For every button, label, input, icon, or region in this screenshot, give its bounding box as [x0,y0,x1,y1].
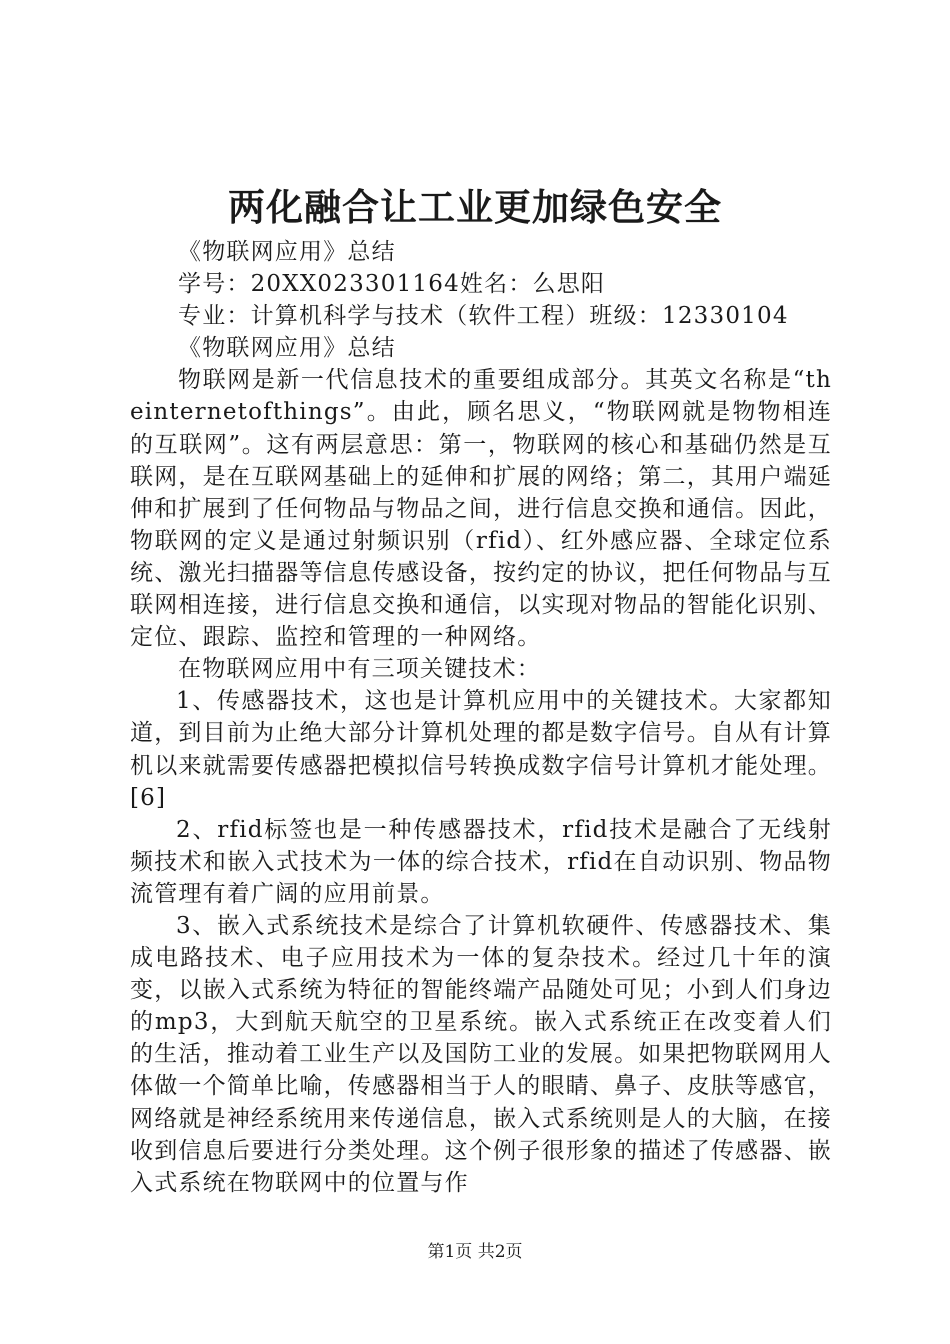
major-class-line: 专业：计算机科学与技术（软件工程）班级：12330104 [178,303,789,330]
paragraph-intro: 物联网是新一代信息技术的重要组成部分。其英文名称是“theinternetofthings”。由此，顾名思义，“物联网就是物物相连的互联网”。这有两层意思：第一，物联网的核心和基础仍然是互联网，是在互联网基础上的延伸和扩展的网络；第二，其用户端延伸和扩展到了任何物品与物品之间，进行信息交换和通信。因此，物联网的定义是通过射频识别（rfid）、红外感应器、全球定位系统、激光扫描器等信息传感设备，按约定的协议，把任何物品与互联网相连接，进行信息交换和通信，以实现对物品的智能化识别、定位、跟踪、监控和管理的一种网络。 [130,367,832,651]
paragraph-embedded: 3、嵌入式系统技术是综合了计算机软硬件、传感器技术、集成电路技术、电子应用技术为一体的复杂技术。经过几十年的演变，以嵌入式系统为特征的智能终端产品随处可见；小到人们身边的mp3，大到航天航空的卫星系统。嵌入式系统正在改变着人们的生活，推动着工业生产以及国防工业的发展。如果把物联网用人体做一个简单比喻，传感器相当于人的眼睛、鼻子、皮肤等感官，网络就是神经系统用来传递信息，嵌入式系统则是人的大脑，在接收到信息后要进行分类处理。这个例子很形象的描述了传感器、嵌入式系统在物联网中的位置与作 [130,912,832,1196]
document-title: 两化融合让工业更加绿色安全 [228,186,722,229]
paragraph-rfid: 2、rfid标签也是一种传感器技术，rfid技术是融合了无线射频技术和嵌入式技术为一体的综合技术，rfid在自动识别、物品物流管理有着广阔的应用前景。 [130,816,832,907]
subtitle-line-repeat: 《物联网应用》总结 [178,335,396,362]
paragraph-key-tech: 在物联网应用中有三项关键技术： [178,656,541,683]
document-body [130,236,832,1199]
paragraph-sensor-tech: 1、传感器技术，这也是计算机应用中的关键技术。大家都知道，到目前为止绝大部分计算机处理的都是数字信号。自从有计算机以来就需要传感器把模拟信号转换成数字信号计算机才能处理。[6] [130,688,832,811]
page-footer: 第1页 共2页 [427,1242,523,1262]
subtitle-line: 《物联网应用》总结 [178,239,396,265]
student-id-line: 学号：20XX023301164姓名：么思阳 [178,271,606,298]
